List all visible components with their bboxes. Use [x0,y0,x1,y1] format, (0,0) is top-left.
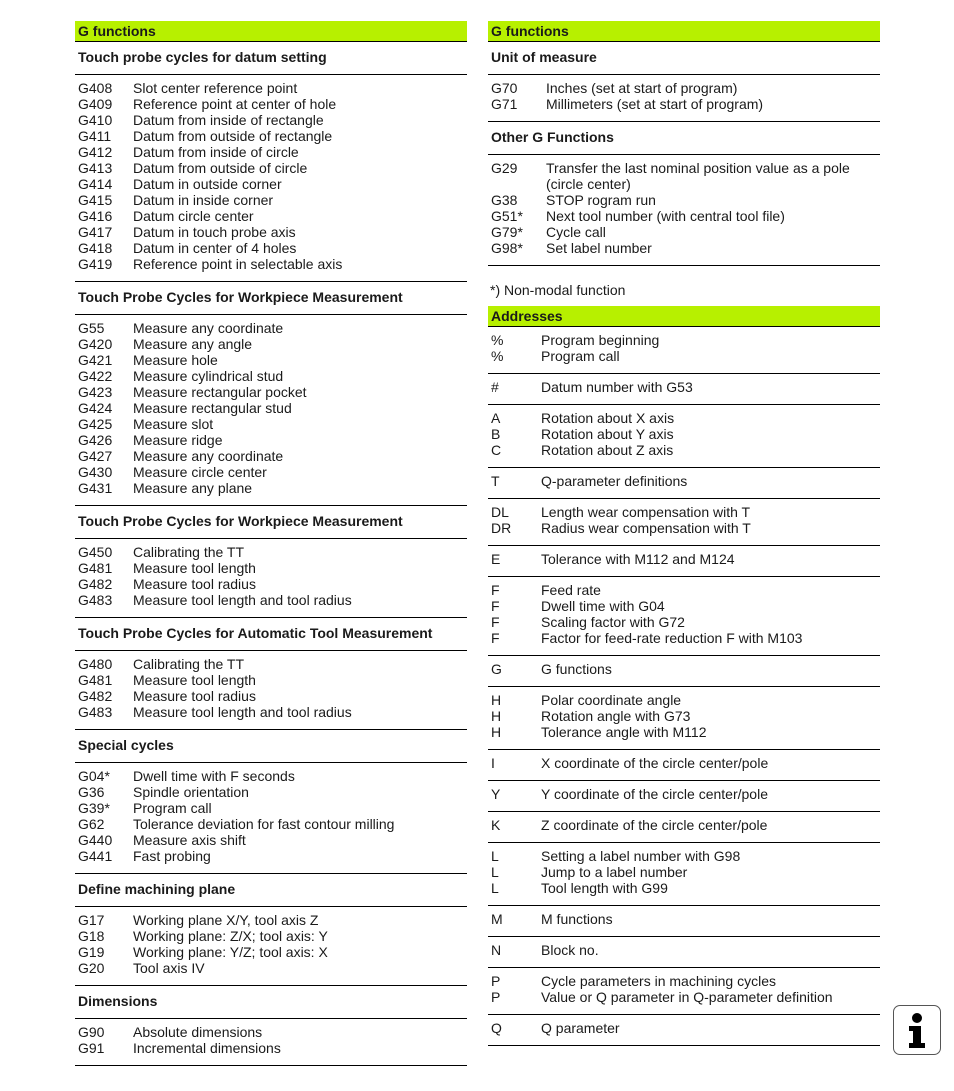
item-code: G415 [78,192,113,208]
list-item [488,192,880,208]
item-code: G39* [78,800,110,816]
info-icon [893,1005,941,1055]
item-code: G410 [78,112,113,128]
list-item [488,614,880,630]
address-group [488,499,880,546]
list-item [488,426,880,442]
list-item [488,598,880,614]
item-code: G79* [491,224,523,240]
address-group [488,546,880,577]
section-items [75,315,467,506]
item-description: Rotation about X axis [541,410,675,426]
item-code: G19 [78,944,105,960]
right-column [488,21,880,1046]
item-description: Measure rectangular stud [133,400,292,416]
list-item [75,432,467,448]
item-code: G71 [491,96,518,112]
item-description: Tolerance with M112 and M124 [541,551,735,567]
list-item [488,504,880,520]
list-item [488,989,880,1005]
right-sections [488,42,880,266]
item-description: Tolerance angle with M112 [541,724,707,740]
item-description: Datum from outside of circle [133,160,308,176]
section-items [75,539,467,618]
list-item [75,176,467,192]
address-group [488,968,880,1015]
list-item [75,848,467,864]
list-item [75,208,467,224]
item-code: C [491,442,502,458]
item-description: Spindle orientation [133,784,249,800]
item-code: G483 [78,592,113,608]
list-item [75,832,467,848]
item-code: K [491,817,501,833]
list-item [75,656,467,672]
list-item [75,768,467,784]
list-item [75,464,467,480]
list-item [488,1020,880,1036]
item-description: Datum in center of 4 holes [133,240,297,256]
item-code: G38 [491,192,518,208]
list-item [75,544,467,560]
list-item [75,192,467,208]
item-code: G441 [78,848,113,864]
item-description: Factor for feed-rate reduction F with M103 [541,630,803,646]
item-code: P [491,973,501,989]
list-item [75,928,467,944]
section [75,730,467,874]
item-code: F [491,630,500,646]
list-item [75,416,467,432]
list-item [488,520,880,536]
list-item [75,1040,467,1056]
item-code: G481 [78,560,113,576]
item-code: G450 [78,544,113,560]
list-item [488,692,880,708]
item-description: Measure rectangular pocket [133,384,307,400]
list-item [488,332,880,348]
item-code: G423 [78,384,113,400]
list-item [488,786,880,802]
list-item [75,912,467,928]
list-item [75,240,467,256]
list-item [75,336,467,352]
list-item [488,410,880,426]
item-code: G55 [78,320,105,336]
item-code: G51* [491,208,523,224]
item-description: Block no. [541,942,599,958]
item-description: M functions [541,911,613,927]
item-code: G91 [78,1040,105,1056]
item-code: Y [491,786,501,802]
item-code: H [491,708,502,724]
item-code: G409 [78,96,113,112]
item-code: P [491,989,501,1005]
list-item [488,630,880,646]
item-description: Y coordinate of the circle center/pole [541,786,768,802]
item-code: G431 [78,480,113,496]
item-description: Millimeters (set at start of program) [546,96,764,112]
item-code: G483 [78,704,113,720]
item-code: G417 [78,224,113,240]
item-description: Radius wear compensation with T [541,520,751,536]
list-item [488,224,880,240]
item-code [488,176,546,192]
item-description: Tool axis IV [133,960,205,976]
section-items [75,907,467,986]
item-code: G62 [78,816,105,832]
list-item [75,704,467,720]
list-item [75,800,467,816]
list-item [75,448,467,464]
item-description: Program call [133,800,212,816]
item-description: Polar coordinate angle [541,692,682,708]
item-code: G418 [78,240,113,256]
left-header: G functions [75,21,467,42]
item-description: Measure circle center [133,464,267,480]
list-item [75,144,467,160]
section [75,506,467,618]
item-code: E [491,551,501,567]
item-code: M [491,911,503,927]
item-description: Q-parameter definitions [541,473,688,489]
item-description: Measure tool radius [133,576,256,592]
item-code: B [491,426,501,442]
item-code: G36 [78,784,105,800]
section [75,874,467,986]
item-code: G482 [78,576,113,592]
item-description: Datum in outside corner [133,176,282,192]
list-item [488,864,880,880]
item-description: Tool length with G99 [541,880,668,896]
item-description: Working plane X/Y, tool axis Z [133,912,319,928]
list-item [75,224,467,240]
item-description: Absolute dimensions [133,1024,263,1040]
section-title: Touch Probe Cycles for Workpiece Measurement [75,506,467,539]
item-code: G412 [78,144,113,160]
item-description: Program beginning [541,332,660,348]
item-code: G29 [491,160,518,176]
item-code: G424 [78,400,113,416]
item-description: Tolerance deviation for fast contour milling [133,816,395,832]
address-group [488,781,880,812]
list-item [488,442,880,458]
item-description: Setting a label number with G98 [541,848,741,864]
section [488,122,880,266]
item-code: N [491,942,502,958]
left-column [75,21,467,1066]
list-item [75,128,467,144]
item-description: Cycle parameters in machining cycles [541,973,776,989]
item-description: Reference point at center of hole [133,96,337,112]
item-description: Next tool number (with central tool file) [546,208,785,224]
list-item [488,176,880,192]
addresses-groups [488,327,880,1046]
section-title: Unit of measure [488,42,880,75]
address-group [488,468,880,499]
section-items [488,155,880,266]
item-description: Datum number with G53 [541,379,693,395]
item-code: G426 [78,432,113,448]
item-description: Q parameter [541,1020,620,1036]
section-title: Define machining plane [75,874,467,907]
item-code: G481 [78,672,113,688]
item-description: Working plane: Z/X; tool axis: Y [133,928,328,944]
item-description: Calibrating the TT [133,544,245,560]
section [75,618,467,730]
item-description: Calibrating the TT [133,656,245,672]
list-item [75,112,467,128]
item-description: Incremental dimensions [133,1040,281,1056]
item-description: Dwell time with F seconds [133,768,295,784]
item-description: Measure any angle [133,336,253,352]
list-item [75,784,467,800]
item-description: Datum from inside of circle [133,144,299,160]
list-item [75,160,467,176]
address-group [488,906,880,937]
address-group [488,843,880,906]
left-sections [75,42,467,1066]
item-description: Measure tool length [133,560,256,576]
item-code: G414 [78,176,113,192]
item-code: G421 [78,352,113,368]
list-item [488,817,880,833]
address-group [488,1015,880,1046]
item-description: Program call [541,348,620,364]
item-code: I [491,755,495,771]
item-description: Length wear compensation with T [541,504,751,520]
list-item [75,560,467,576]
item-code: % [491,332,504,348]
item-code: F [491,614,500,630]
list-item [75,672,467,688]
item-description: Rotation about Y axis [541,426,674,442]
item-code: G411 [78,128,112,144]
address-group [488,812,880,843]
list-item [488,661,880,677]
item-description: Reference point in selectable axis [133,256,343,272]
item-description: Feed rate [541,582,601,598]
item-code: G20 [78,960,105,976]
list-item [75,352,467,368]
item-code: # [491,379,499,395]
item-code: G17 [78,912,105,928]
item-code: L [491,848,499,864]
item-code: F [491,582,500,598]
section-title: Special cycles [75,730,467,763]
item-description: Cycle call [546,224,606,240]
list-item [75,256,467,272]
item-description: Measure any plane [133,480,253,496]
item-description: (circle center) [546,176,631,192]
section-items [75,651,467,730]
item-description: Transfer the last nominal position value as a pole [546,160,850,176]
address-group [488,327,880,374]
item-description: Measure any coordinate [133,448,284,464]
list-item [75,384,467,400]
list-item [75,944,467,960]
item-description: Measure axis shift [133,832,246,848]
address-group [488,656,880,687]
item-description: Measure tool length and tool radius [133,592,352,608]
item-description: Datum circle center [133,208,254,224]
item-description: Rotation angle with G73 [541,708,691,724]
list-item [488,208,880,224]
item-code: G420 [78,336,113,352]
section [75,986,467,1066]
item-description: Measure ridge [133,432,223,448]
section-title: Other G Functions [488,122,880,155]
item-code: G440 [78,832,113,848]
list-item [488,80,880,96]
section [75,42,467,282]
item-code: G427 [78,448,113,464]
list-item [75,96,467,112]
item-description: Measure tool length and tool radius [133,704,352,720]
item-description: Measure cylindrical stud [133,368,284,384]
section-items [75,1019,467,1066]
list-item [75,80,467,96]
item-code: G416 [78,208,113,224]
item-description: G functions [541,661,612,677]
section-items [75,75,467,282]
item-description: Scaling factor with G72 [541,614,685,630]
item-code: G480 [78,656,113,672]
item-code: G430 [78,464,113,480]
item-description: Fast probing [133,848,211,864]
list-item [75,576,467,592]
item-description: Datum from inside of rectangle [133,112,324,128]
section-items [488,75,880,122]
right-header: G functions [488,21,880,42]
section [75,282,467,506]
item-code: Q [491,1020,502,1036]
item-description: Jump to a label number [541,864,688,880]
item-description: Slot center reference point [133,80,298,96]
list-item [488,755,880,771]
item-code: G419 [78,256,113,272]
item-description: Measure tool radius [133,688,256,704]
list-item [75,816,467,832]
item-code: G [491,661,502,677]
list-item [488,973,880,989]
item-code: G18 [78,928,105,944]
section-title: Touch Probe Cycles for Automatic Tool Measurement [75,618,467,651]
footnote: *) Non-modal function [490,282,626,298]
list-item [488,942,880,958]
list-item [75,400,467,416]
item-description: Datum in touch probe axis [133,224,296,240]
info-glyph [900,1011,934,1049]
address-group [488,374,880,405]
item-description: Inches (set at start of program) [546,80,738,96]
item-code: A [491,410,501,426]
item-code: DR [491,520,512,536]
list-item [75,688,467,704]
section-items [75,763,467,874]
item-code: G98* [491,240,523,256]
item-code: G408 [78,80,113,96]
item-code: DL [491,504,509,520]
item-code: T [491,473,500,489]
item-code: G90 [78,1024,105,1040]
section-title: Touch probe cycles for datum setting [75,42,467,75]
address-group [488,937,880,968]
list-item [75,480,467,496]
item-description: Measure hole [133,352,218,368]
item-description: STOP rogram run [546,192,656,208]
list-item [488,848,880,864]
section-title: Touch Probe Cycles for Workpiece Measurement [75,282,467,315]
addresses-header: Addresses [488,306,880,327]
item-code: F [491,598,500,614]
item-code: G413 [78,160,113,176]
list-item [75,1024,467,1040]
item-code: % [491,348,504,364]
address-group [488,750,880,781]
item-description: X coordinate of the circle center/pole [541,755,769,771]
item-description: Measure slot [133,416,214,432]
address-group [488,405,880,468]
item-description: Z coordinate of the circle center/pole [541,817,768,833]
list-item [488,473,880,489]
list-item [488,96,880,112]
list-item [488,911,880,927]
section [488,42,880,122]
item-description: Set label number [546,240,652,256]
item-code: G70 [491,80,518,96]
list-item [488,240,880,256]
list-item [488,348,880,364]
item-code: H [491,692,502,708]
list-item [488,160,880,176]
list-item [75,960,467,976]
list-item [75,320,467,336]
list-item [488,880,880,896]
section-title: Dimensions [75,986,467,1019]
item-description: Datum in inside corner [133,192,274,208]
item-description: Working plane: Y/Z; tool axis: X [133,944,328,960]
item-code: G422 [78,368,113,384]
item-description: Dwell time with G04 [541,598,665,614]
item-code: G04* [78,768,110,784]
item-code: L [491,864,499,880]
list-item [488,551,880,567]
list-item [488,582,880,598]
item-description: Value or Q parameter in Q-parameter definition [541,989,833,1005]
item-description: Datum from outside of rectangle [133,128,333,144]
item-code: G482 [78,688,113,704]
address-group [488,577,880,656]
item-code: H [491,724,502,740]
item-code: L [491,880,499,896]
list-item [488,379,880,395]
item-description: Measure tool length [133,672,256,688]
list-item [488,724,880,740]
item-code: G425 [78,416,113,432]
item-description: Measure any coordinate [133,320,284,336]
address-group [488,687,880,750]
list-item [75,592,467,608]
list-item [488,708,880,724]
list-item [75,368,467,384]
item-description: Rotation about Z axis [541,442,674,458]
